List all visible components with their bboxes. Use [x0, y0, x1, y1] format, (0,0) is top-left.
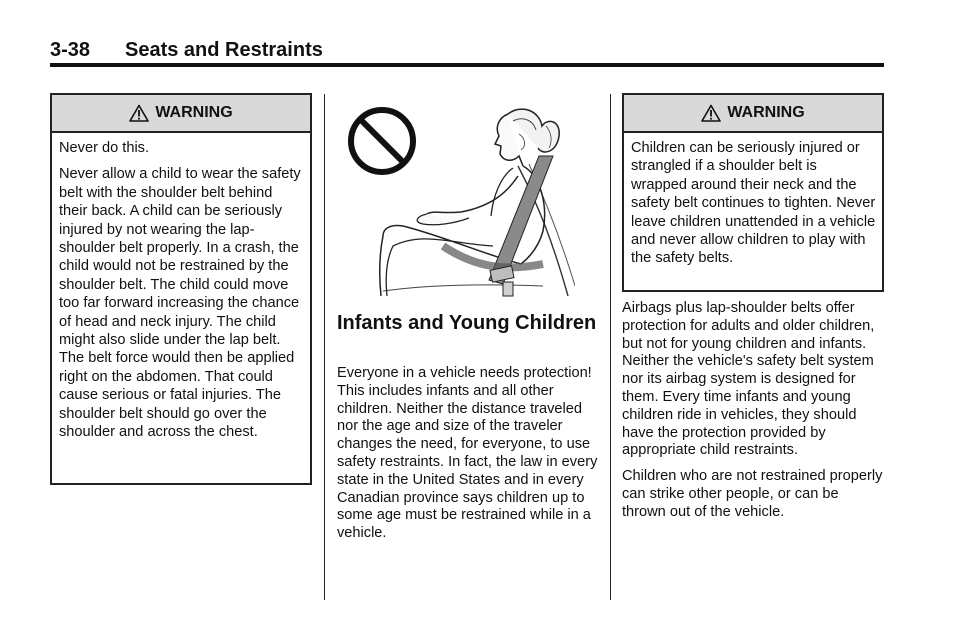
- header-rule: [50, 63, 884, 67]
- page-header: [50, 38, 884, 62]
- page-number: 3-38: [50, 39, 91, 61]
- warning-body: [52, 133, 310, 450]
- body-paragraph: Children who are not restrained properly can strike other people, or can be thrown out of the vehicle.: [622, 468, 883, 520]
- warning-paragraph: Never do this.: [59, 140, 150, 156]
- section-title: Seats and Restraints: [125, 39, 323, 61]
- warning-paragraph: Never allow a child to wear the safety belt with the shoulder belt behind their back. A child can be seriously injured by not wearing the lap-shoulder belt properly. In a crash, the child would not be restrained by the shoulder belt. The child could move too far forward increasing the chance of head and neck injury. The child might also slide under the lap belt. The belt force would then be applied right on the abdomen. That could cause serious or fatal injuries. The shoulder belt should go over the shoulder and across the chest.: [59, 166, 301, 441]
- column-divider-1: [324, 94, 325, 600]
- child-belt-illustration: [343, 96, 575, 298]
- column-divider-2: [610, 94, 611, 600]
- middle-body: [337, 365, 599, 551]
- body-paragraph: Everyone in a vehicle needs protection! This includes infants and all other children. Neither the distance traveled nor the age and size of the traveler changes the need, for everyone, to use safety restraints. In fact, the law in every state in the United States and in every Canadian province says children up to some age must be restrained while in a vehicle.: [337, 365, 598, 542]
- warning-label: WARNING: [155, 104, 233, 121]
- warning-body: [624, 133, 882, 276]
- right-warning-box: [622, 93, 884, 292]
- prohibited-icon: [351, 110, 413, 172]
- warning-header: [52, 95, 310, 133]
- warning-label: WARNING: [727, 104, 805, 121]
- warning-icon: [129, 104, 149, 122]
- body-paragraph: Airbags plus lap-shoulder belts offer protection for adults and older children, but not for young children and infants. Neither the vehicle's safety belt system nor its airbag system is designed for them. Every time infants and young children ride in vehicles, they should have the protection provided by appropriate child restraints.: [622, 300, 875, 459]
- section-heading: Infants and Young Children: [337, 312, 597, 334]
- right-body: [622, 300, 886, 530]
- warning-header: [624, 95, 882, 133]
- warning-paragraph: Children can be seriously injured or strangled if a shoulder belt is wrapped around their neck and the safety belt continues to tighten. Never leave children unattended in a vehicle and never allow children to play with the safety belts.: [631, 140, 876, 267]
- warning-icon: [701, 104, 721, 122]
- left-warning-box: [50, 93, 312, 485]
